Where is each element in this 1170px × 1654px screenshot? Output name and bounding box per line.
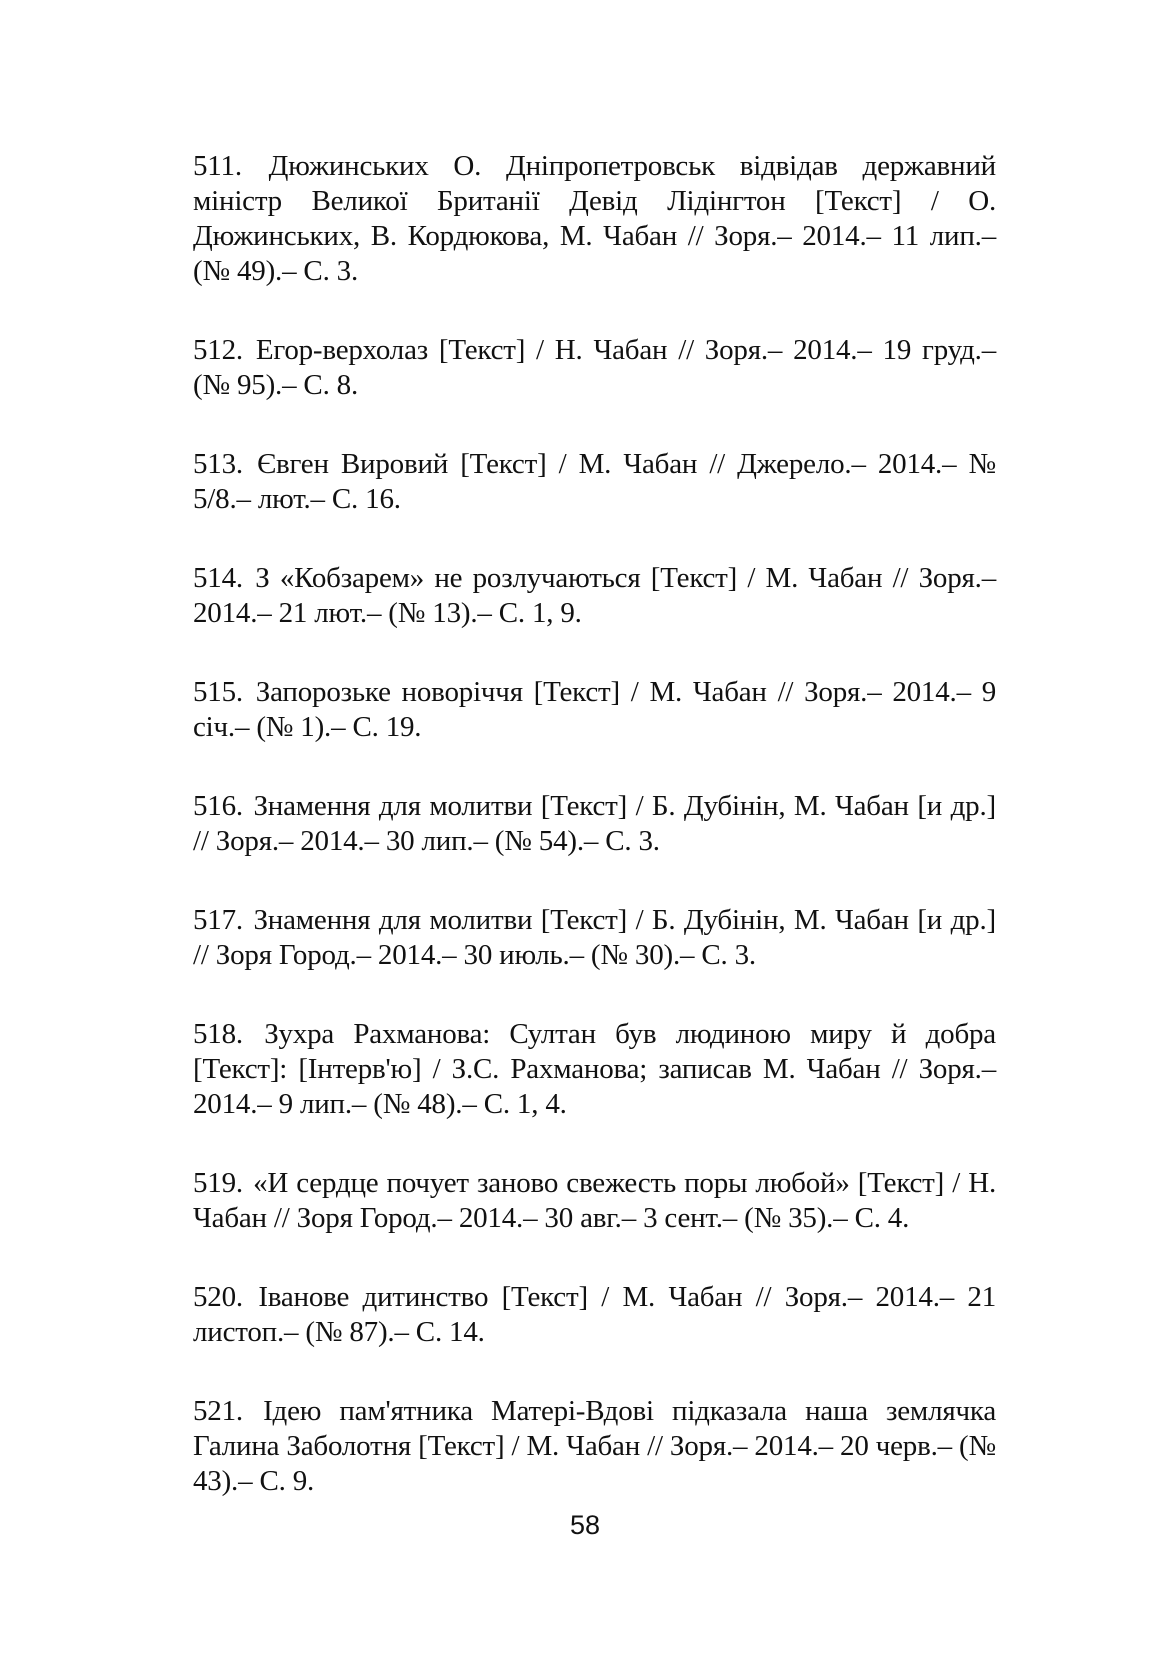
bibliography-entry xyxy=(193,675,996,745)
entry-number: 511. xyxy=(193,150,242,182)
bibliography-entry xyxy=(193,1017,996,1122)
entry-number: 521. xyxy=(193,1395,243,1427)
bibliography-entry xyxy=(193,789,996,859)
bibliography-entry xyxy=(193,333,996,403)
entry-text: Євген Вировий [Текст] / М. Чабан // Джерело.– 2014.– № 5/8.– лют.– С. 16. xyxy=(193,448,996,515)
entry-text: «И сердце почует заново свежесть поры любой» [Текст] / Н. Чабан // Зоря Город.– 2014.– 30 авг.– 3 сент.– (№ 35).– С. 4. xyxy=(193,1167,996,1234)
bibliography-entry xyxy=(193,1280,996,1350)
bibliography-entry xyxy=(193,903,996,973)
bibliography-entry xyxy=(193,1394,996,1499)
entry-number: 517. xyxy=(193,904,243,936)
entry-number: 512. xyxy=(193,334,243,366)
entry-number: 514. xyxy=(193,562,243,594)
entry-text: Запорозьке новоріччя [Текст] / М. Чабан // Зоря.– 2014.– 9 січ.– (№ 1).– С. 19. xyxy=(193,676,996,743)
entry-number: 513. xyxy=(193,448,243,480)
entry-text: Знамення для молитви [Текст] / Б. Дубінін, М. Чабан [и др.] // Зоря Город.– 2014.– 30 июль.– (№ 30).– С. 3. xyxy=(193,904,996,971)
entry-number: 520. xyxy=(193,1281,243,1313)
bibliography-entry xyxy=(193,561,996,631)
entry-text: Егор-верхолаз [Текст] / Н. Чабан // Зоря.– 2014.– 19 груд.– (№ 95).– С. 8. xyxy=(193,334,996,401)
bibliography-list xyxy=(193,149,996,1543)
entry-text: Іванове дитинство [Текст] / М. Чабан // Зоря.– 2014.– 21 листоп.– (№ 87).– С. 14. xyxy=(193,1281,996,1348)
entry-number: 518. xyxy=(193,1018,243,1050)
entry-text: З «Кобзарем» не розлучаються [Текст] / М. Чабан // Зоря.– 2014.– 21 лют.– (№ 13).– С. 1, 9. xyxy=(193,562,996,629)
bibliography-entry xyxy=(193,447,996,517)
entry-text: Знамення для молитви [Текст] / Б. Дубінін, М. Чабан [и др.] // Зоря.– 2014.– 30 лип.– (№ 54).– С. 3. xyxy=(193,790,996,857)
entry-number: 515. xyxy=(193,676,243,708)
entry-text: Дюжинських О. Дніпропетровськ відвідав державний міністр Великої Британії Девід Лідінгтон [Текст] / О. Дюжинських, В. Кордюкова, М. Чабан // Зоря.– 2014.– 11 лип.– (№ 49).– С. 3. xyxy=(193,150,996,287)
entry-text: Зухра Рахманова: Султан був людиною миру й добра [Текст]: [Інтерв'ю] / З.С. Рахманова; записав М. Чабан // Зоря.– 2014.– 9 лип.– (№ 48).– С. 1, 4. xyxy=(193,1018,996,1120)
page-number: 58 xyxy=(569,1510,601,1540)
entry-text: Ідею пам'ятника Матері-Вдові підказала наша землячка Галина Заболотня [Текст] / М. Чабан // Зоря.– 2014.– 20 черв.– (№ 43).– С. 9. xyxy=(193,1395,996,1497)
bibliography-entry xyxy=(193,1166,996,1236)
entry-number: 516. xyxy=(193,790,243,822)
entry-number: 519. xyxy=(193,1167,243,1199)
bibliography-entry xyxy=(193,149,996,289)
